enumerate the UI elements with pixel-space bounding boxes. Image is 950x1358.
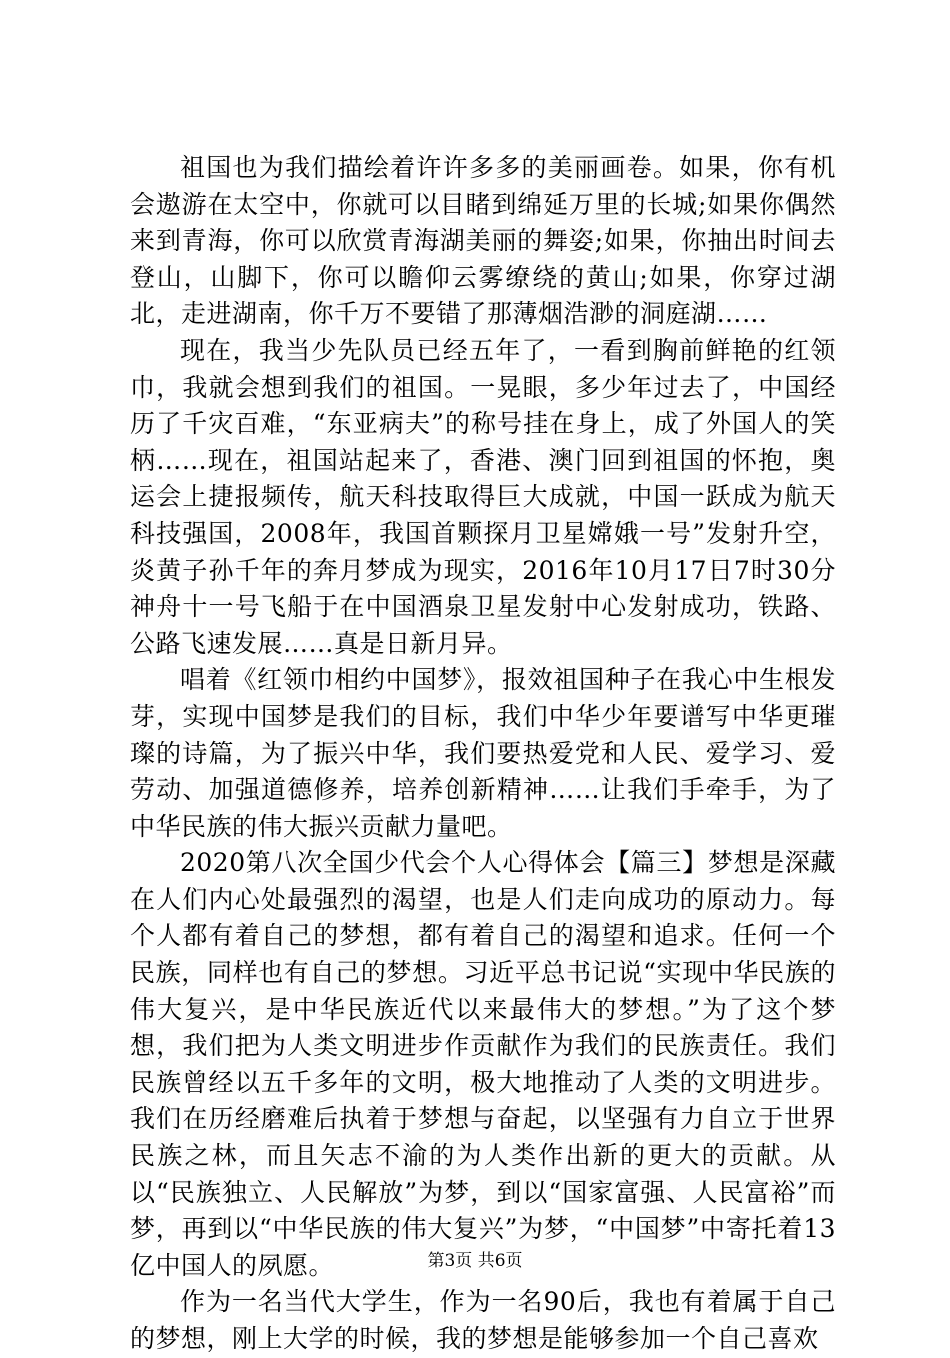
page-footer: 第3页 共6页 [427,1251,523,1271]
paragraph-5: 作为一名当代大学生，作为一名90后，我也有着属于自己的梦想，刚上大学的时候，我的梦想是能够参加一个自己喜欢 [130,1287,836,1353]
paragraph-3: 唱着《红领巾相约中国梦》，报效祖国种子在我心中生根发芽，实现中国梦是我们的目标，我们中华少年要谱写中华更璀璨的诗篇，为了振兴中华，我们要热爱党和人民、爱学习、爱劳动、加强道德修养，培养创新精神……让我们手牵手，为了中华民族的伟大振兴贡献力量吧。 [130,665,836,841]
paragraph-1: 祖国也为我们描绘着许许多多的美丽画卷。如果，你有机会遨游在太空中，你就可以目睹到绵延万里的长城;如果你偶然来到青海，你可以欣赏青海湖美丽的舞姿;如果，你抽出时间去登山，山脚下，你可以瞻仰云雾缭绕的黄山;如果，你穿过湖北，走进湖南，你千万不要错了那薄烟浩渺的洞庭湖…… [130,153,836,329]
paragraph-2: 现在，我当少先队员已经五年了，一看到胸前鲜艳的红领巾，我就会想到我们的祖国。一晃眼，多少年过去了，中国经历了千灾百难，“东亚病夫”的称号挂在身上，成了外国人的笑柄……现在，祖国站起来了，香港、澳门回到祖国的怀抱，奥运会上捷报频传，航天科技取得巨大成就，中国一跃成为航天科技强国，2008年，我国首颗探月卫星嫦娥一号”发射升空，炎黄子孙千年的奔月梦成为现实，2016年10月17日7时30分神舟十一号飞船于在中国酒泉卫星发射中心发射成功，铁路、公路飞速发展……真是日新月异。 [130,335,836,658]
document-body [130,150,836,1358]
paragraph-4: 2020第八次全国少代会个人心得体会【篇三】梦想是深藏在人们内心处最强烈的渴望，也是人们走向成功的原动力。每个人都有着自己的梦想，都有着自己的渴望和追求。任何一个民族，同样也有自己的梦想。习近平总书记说“实现中华民族的伟大复兴，是中华民族近代以来最伟大的梦想。”为了这个梦想，我们把为人类文明进步作贡献作为我们的民族责任。我们民族曾经以五千多年的文明，极大地推动了人类的文明进步。我们在历经磨难后执着于梦想与奋起，以坚强有力自立于世界民族之林，而且矢志不渝的为人类作出新的更大的贡献。从以“民族独立、人民解放”为梦，到以“国家富强、人民富裕”而梦，再到以“中华民族的伟大复兴”为梦，“中国梦”中寄托着13亿中国人的夙愿。 [130,848,836,1280]
